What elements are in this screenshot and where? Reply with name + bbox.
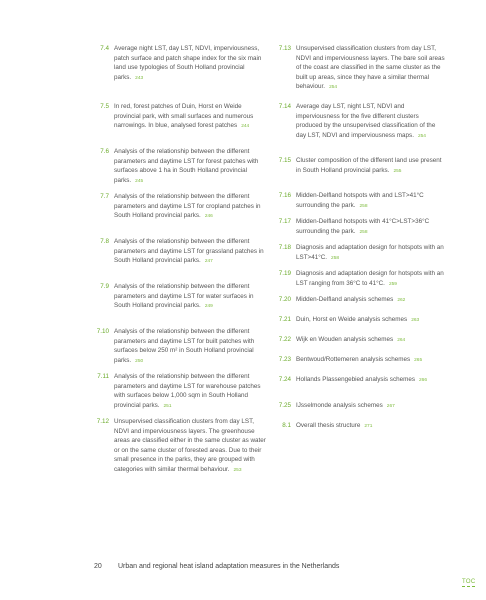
entry-number: 7.11 [97, 373, 109, 380]
list-left-column [86, 44, 266, 487]
entry-number: 7.20 [278, 296, 291, 303]
entry-number: 7.19 [278, 270, 291, 277]
entry-text [114, 44, 266, 102]
entry-page[interactable]: 250 [135, 358, 144, 364]
list-item [268, 375, 446, 401]
entry-number: 7.5 [100, 103, 109, 110]
list-item [268, 217, 446, 243]
entry-page[interactable]: 266 [419, 378, 428, 383]
entry-text [114, 192, 266, 237]
entry-page[interactable]: 254 [417, 133, 426, 139]
entry-caption: Analysis of the relationship between the different parameters and daytime LST for cropland patches in South Holland provincial parks. [114, 193, 261, 220]
entry-caption: Analysis of the relationship between the different parameters and daytime LST for grassland patches in South Holland provincial parks. [114, 238, 264, 265]
entry-text [296, 156, 446, 191]
entry-text [296, 375, 446, 401]
list-item [268, 243, 446, 269]
entry-caption: Analysis of the relationship between the different parameters and daytime LST for warehouse patches with surfaces below 1,000 sqm in South Holland provincial parks. [114, 373, 261, 409]
entry-page[interactable]: 247 [204, 259, 213, 265]
entry-page[interactable]: 264 [397, 338, 406, 343]
entry-caption: Analysis of the relationship between the different parameters and daytime LST for water surfaces in South Holland provincial parks. [114, 283, 254, 310]
entry-number: 7.18 [278, 244, 291, 251]
list-item [86, 44, 266, 102]
entry-page[interactable]: 262 [397, 298, 406, 303]
entry-page[interactable]: 243 [135, 75, 144, 81]
entry-text [296, 295, 446, 315]
entry-number: 7.6 [100, 148, 109, 155]
entry-page[interactable]: 244 [241, 124, 250, 130]
list-item [86, 372, 266, 417]
entry-number: 7.15 [278, 157, 291, 164]
list-item [86, 102, 266, 147]
entry-page[interactable]: 249 [204, 304, 213, 310]
entry-text [296, 243, 446, 269]
entry-text [296, 269, 446, 295]
entry-page[interactable]: 267 [386, 404, 395, 409]
list-item [86, 147, 266, 192]
entry-caption: Average day LST, night LST, NDVI and imperviousness for the five different clusters produced by the unsupervised classification of the day LST, NDVI and imperviousness maps. [296, 103, 436, 139]
entry-page[interactable]: 246 [204, 214, 213, 220]
entry-number: 7.16 [278, 192, 291, 199]
entry-number: 7.4 [100, 45, 109, 52]
list-item [86, 192, 266, 237]
list-item [268, 102, 446, 156]
entry-caption: Cluster composition of the different land use present in South Holland provincial parks. [296, 157, 442, 174]
entry-caption: Midden-Delfland hotspots with and LST>41°C surrounding the park. [296, 192, 424, 209]
entry-number: 7.25 [278, 402, 291, 409]
entry-caption: Overall thesis structure [296, 422, 361, 429]
list-item [268, 315, 446, 335]
entry-caption: Unsupervised classification clusters from day LST, NDVI and imperviousness layers. The bare soil areas of the coast are classified in the same cluster as the built up areas, since they have a similar thermal behaviour. [296, 45, 445, 91]
entry-caption: Analysis of the relationship between the different parameters and daytime LST for built patches with surfaces below 250 m² in South Holland provincial parks. [114, 328, 255, 364]
entry-text [114, 282, 266, 327]
entry-text [114, 327, 266, 372]
entry-text [296, 421, 446, 441]
entry-page[interactable]: 263 [411, 318, 420, 323]
entry-caption: Average night LST, day LST, NDVI, imperviousness, patch surface and patch shape index for the six main land use typologies of South Holland provincial parks. [114, 45, 262, 81]
entry-text [296, 191, 446, 217]
entry-page[interactable]: 265 [414, 358, 423, 363]
entry-number: 7.7 [100, 193, 109, 200]
entry-page[interactable]: 258 [359, 229, 368, 235]
entry-text [296, 401, 446, 421]
entry-text [114, 237, 266, 282]
list-item [268, 295, 446, 315]
entry-page[interactable]: 259 [388, 281, 397, 287]
entry-text [296, 217, 446, 243]
toc-link[interactable]: TOC [462, 579, 476, 585]
entry-caption: Analysis of the relationship between the different parameters and daytime LST for forest patches with surfaces above 1 ha in South Holland provincial parks. [114, 148, 259, 184]
entry-caption: In red, forest patches of Duin, Horst en Weide provincial park, with small surfaces and numerous narrowings. In blue, analysed forest patches [114, 103, 254, 130]
entry-number: 7.22 [278, 336, 291, 343]
entry-text [296, 335, 446, 355]
entry-number: 7.9 [100, 283, 109, 290]
entry-page[interactable]: 258 [359, 203, 368, 209]
entry-page[interactable]: 271 [364, 424, 373, 429]
list-item [268, 355, 446, 375]
entry-caption: Unsupervised classification clusters from day LST, NDVI and imperviousness layers. The greenhouse areas are classified either in the same cluster as water or on the same cluster of forested areas. Due to their small presence in the parks, they are grouped with categories with similar thermal behaviour. [114, 418, 266, 473]
entry-page[interactable]: 253 [233, 467, 242, 473]
entry-caption: Midden-Delfland hotspots with 41°C>LST>36°C surrounding the park. [296, 218, 430, 235]
list-right-column [268, 44, 446, 441]
list-item [268, 156, 446, 191]
entry-page[interactable]: 245 [135, 178, 144, 184]
list-item [86, 282, 266, 327]
list-item [268, 191, 446, 217]
entry-number: 7.12 [96, 418, 109, 425]
list-item [268, 335, 446, 355]
entry-text [114, 417, 266, 487]
list-item [86, 417, 266, 487]
entry-number: 7.13 [278, 45, 291, 52]
entry-caption: Duin, Horst en Weide analysis schemes [296, 316, 408, 323]
entry-text [114, 102, 266, 147]
entry-number: 7.21 [278, 316, 291, 323]
entry-page[interactable]: 255 [393, 168, 402, 174]
entry-page[interactable]: 251 [163, 403, 172, 409]
entry-text [296, 102, 446, 156]
entry-text [114, 147, 266, 192]
entry-caption: Hollands Plassengebied analysis schemes [296, 376, 416, 383]
list-item [268, 401, 446, 421]
entry-number: 8.1 [282, 422, 291, 429]
list-item [268, 421, 446, 441]
entry-caption: Midden-Delfland analysis schemes [296, 296, 394, 303]
entry-number: 7.14 [278, 103, 291, 110]
entry-caption: Diagnosis and adaptation design for hotspots with an LST>41°C. [296, 244, 444, 261]
entry-number: 7.8 [100, 238, 109, 245]
entry-caption: Diagnosis and adaptation design for hotspots with an LST ranging from 36°C to 41°C. [296, 270, 444, 287]
list-item [268, 269, 446, 295]
entry-text [114, 372, 266, 417]
entry-caption: Wijk en Wouden analysis schemes [296, 336, 394, 343]
running-title: Urban and regional heat island adaptation measures in the Netherlands [118, 563, 340, 570]
list-item [86, 327, 266, 372]
entry-number: 7.24 [278, 376, 291, 383]
entry-number: 7.23 [278, 356, 291, 363]
entry-caption: Bentwoud/Rottemeren analysis schemes [296, 356, 411, 363]
entry-caption: IJsselmonde analysis schemes [296, 402, 383, 409]
entry-number: 7.17 [278, 218, 291, 225]
list-item [86, 237, 266, 282]
entry-text [296, 44, 446, 102]
entry-page[interactable]: 258 [331, 255, 340, 261]
entry-page[interactable]: 254 [329, 85, 338, 91]
entry-text [296, 315, 446, 335]
page-number: 20 [94, 563, 102, 570]
list-item [268, 44, 446, 102]
entry-text [296, 355, 446, 375]
entry-number: 7.10 [96, 328, 109, 335]
